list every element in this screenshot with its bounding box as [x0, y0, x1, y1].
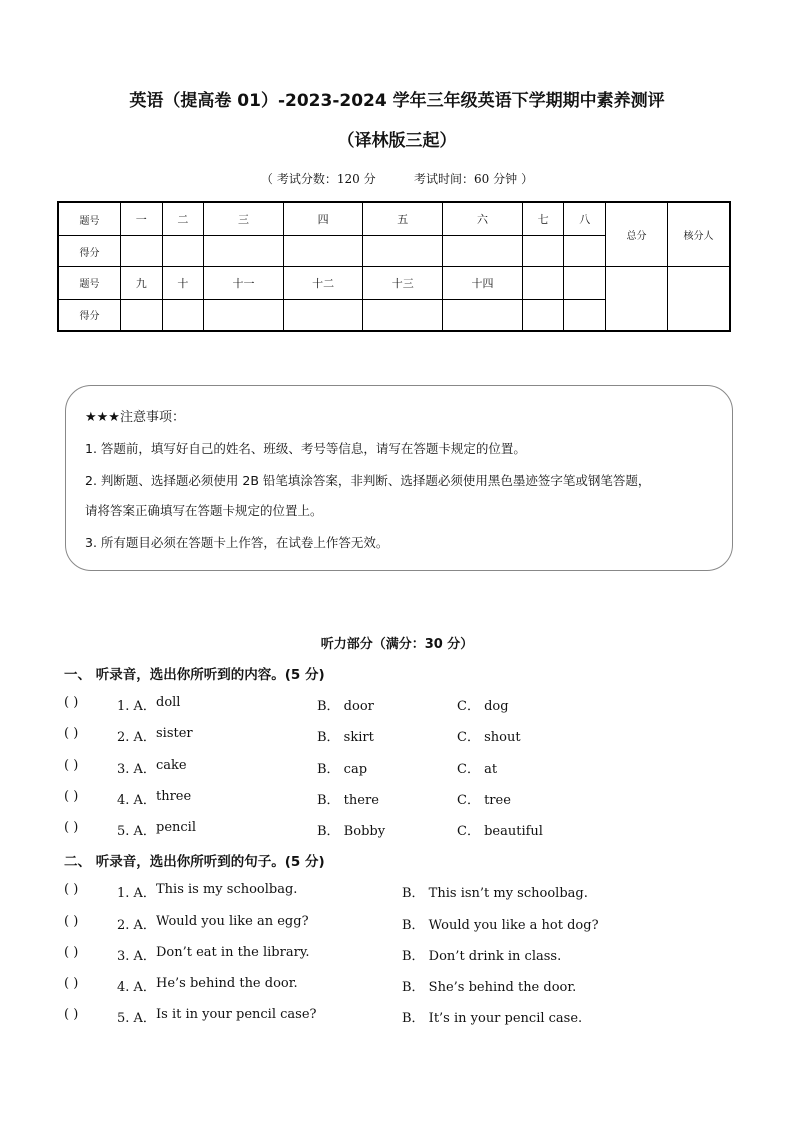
- score-cell[interactable]: [204, 299, 284, 331]
- score-cell[interactable]: [564, 236, 606, 267]
- score-col-header: [564, 266, 606, 299]
- checker-label: 核分人: [668, 202, 731, 266]
- answer-blank[interactable]: ( ): [64, 914, 79, 929]
- score-cell[interactable]: [162, 236, 204, 267]
- score-col-header: 四: [283, 202, 363, 236]
- question-number: 3. A．: [117, 949, 156, 964]
- option-c: C． at: [457, 762, 498, 777]
- score-col-header: 六: [443, 202, 523, 236]
- exam-title: 英语（提高卷 01）-2023-2024 学年三年级英语下学期期中素养测评: [129, 91, 665, 111]
- score-col-header: 八: [564, 202, 606, 236]
- score-col-header: 十: [162, 266, 204, 299]
- answer-blank[interactable]: ( ): [64, 882, 79, 897]
- notice-heading: ★★★注意事项：: [85, 410, 185, 425]
- option-a: Would you like an egg?: [156, 914, 309, 929]
- option-a: cake: [156, 758, 187, 773]
- question-number: 2. A．: [117, 918, 156, 933]
- question-number: 1. A．: [117, 886, 156, 901]
- option-a: Don’t eat in the library.: [156, 945, 310, 960]
- score-cell[interactable]: [162, 299, 204, 331]
- option-a: doll: [156, 695, 181, 710]
- score-cell[interactable]: [363, 236, 443, 267]
- answer-blank[interactable]: ( ): [64, 945, 79, 960]
- option-b: B． It’s in your pencil case.: [402, 1011, 583, 1026]
- question-number: 5. A．: [117, 1011, 156, 1026]
- question-number: 4. A．: [117, 793, 156, 808]
- option-c: C． dog: [457, 699, 509, 714]
- answer-blank[interactable]: ( ): [64, 820, 79, 835]
- option-b: B． Bobby: [317, 824, 386, 839]
- score-cell[interactable]: [522, 236, 564, 267]
- total-score-label: 总分: [606, 202, 668, 266]
- score-col-header: 二: [162, 202, 204, 236]
- score-col-header: 五: [363, 202, 443, 236]
- question-number: 1. A．: [117, 699, 156, 714]
- score-col-header: 十四: [443, 266, 523, 299]
- option-c: C． tree: [457, 793, 511, 808]
- score-col-header: [522, 266, 564, 299]
- answer-blank[interactable]: ( ): [64, 1007, 79, 1022]
- answer-blank[interactable]: ( ): [64, 726, 79, 741]
- option-a: He’s behind the door.: [156, 976, 298, 991]
- option-b: B． Would you like a hot dog?: [402, 918, 599, 933]
- option-b: B． Don’t drink in class.: [402, 949, 562, 964]
- score-cell[interactable]: [204, 236, 284, 267]
- option-a: Is it in your pencil case?: [156, 1007, 317, 1022]
- score-col-header: 三: [204, 202, 284, 236]
- score-cell[interactable]: [363, 299, 443, 331]
- option-a: sister: [156, 726, 193, 741]
- meta-close: ）: [521, 172, 534, 186]
- notice-box: [65, 385, 733, 571]
- score-cell[interactable]: [522, 299, 564, 331]
- notice-item: 请将答案正确填写在答题卡规定的位置上。: [85, 503, 323, 518]
- option-a: This is my schoolbag.: [156, 882, 298, 897]
- score-col-header: 十一: [204, 266, 284, 299]
- score-cell[interactable]: [121, 236, 163, 267]
- option-a: pencil: [156, 820, 196, 835]
- question-number: 4. A．: [117, 980, 156, 995]
- question-number-label: 题号: [58, 266, 121, 299]
- score-cell[interactable]: [283, 299, 363, 331]
- answer-blank[interactable]: ( ): [64, 695, 79, 710]
- option-c: C． shout: [457, 730, 521, 745]
- score-col-header: 一: [121, 202, 163, 236]
- option-b: B． She’s behind the door.: [402, 980, 577, 995]
- notice-item: 1. 答题前，填写好自己的姓名、班级、考号等信息，请写在答题卡规定的位置。: [85, 441, 526, 456]
- answer-blank[interactable]: ( ): [64, 976, 79, 991]
- score-col-header: 七: [522, 202, 564, 236]
- score-table: [57, 201, 731, 332]
- score-cell[interactable]: [564, 299, 606, 331]
- question-number-label: 题号: [58, 202, 121, 236]
- option-c: C． beautiful: [457, 824, 543, 839]
- question-number: 2. A．: [117, 730, 156, 745]
- total-score-cell[interactable]: [606, 266, 668, 331]
- score-col-header: 十三: [363, 266, 443, 299]
- score-cell[interactable]: [283, 236, 363, 267]
- question-number: 5. A．: [117, 824, 156, 839]
- exam-time-label: 考试时间：60 分钟: [413, 172, 518, 186]
- checker-cell[interactable]: [668, 266, 731, 331]
- part2-heading: 二、 听录音，选出你所听到的句子。(5 分): [64, 854, 325, 870]
- question-number: 3. A．: [117, 762, 156, 777]
- exam-score-label: 考试分数：120 分: [276, 172, 376, 186]
- option-b: B． there: [317, 793, 379, 808]
- notice-item: 2. 判断题、选择题必须使用 2B 铅笔填涂答案，非判断、选择题必须使用黑色墨迹签字笔或钢笔答题，: [85, 473, 651, 488]
- score-label: 得分: [58, 299, 121, 331]
- option-b: B． cap: [317, 762, 368, 777]
- part1-heading: 一、 听录音，选出你所听到的内容。(5 分): [64, 667, 325, 683]
- meta-open: （: [260, 172, 273, 186]
- option-b: B． This isn’t my schoolbag.: [402, 886, 588, 901]
- option-a: three: [156, 789, 192, 804]
- answer-blank[interactable]: ( ): [64, 789, 79, 804]
- score-label: 得分: [58, 236, 121, 267]
- option-b: B． door: [317, 699, 374, 714]
- answer-blank[interactable]: ( ): [64, 758, 79, 773]
- exam-meta: [0, 170, 794, 187]
- exam-subtitle: （译林版三起）: [337, 131, 457, 151]
- score-cell[interactable]: [443, 236, 523, 267]
- notice-item: 3. 所有题目必须在答题卡上作答，在试卷上作答无效。: [85, 535, 389, 550]
- score-col-header: 九: [121, 266, 163, 299]
- option-b: B． skirt: [317, 730, 374, 745]
- score-col-header: 十二: [283, 266, 363, 299]
- score-cell[interactable]: [443, 299, 523, 331]
- listening-section-heading: 听力部分（满分：30 分）: [320, 637, 474, 652]
- score-cell[interactable]: [121, 299, 163, 331]
